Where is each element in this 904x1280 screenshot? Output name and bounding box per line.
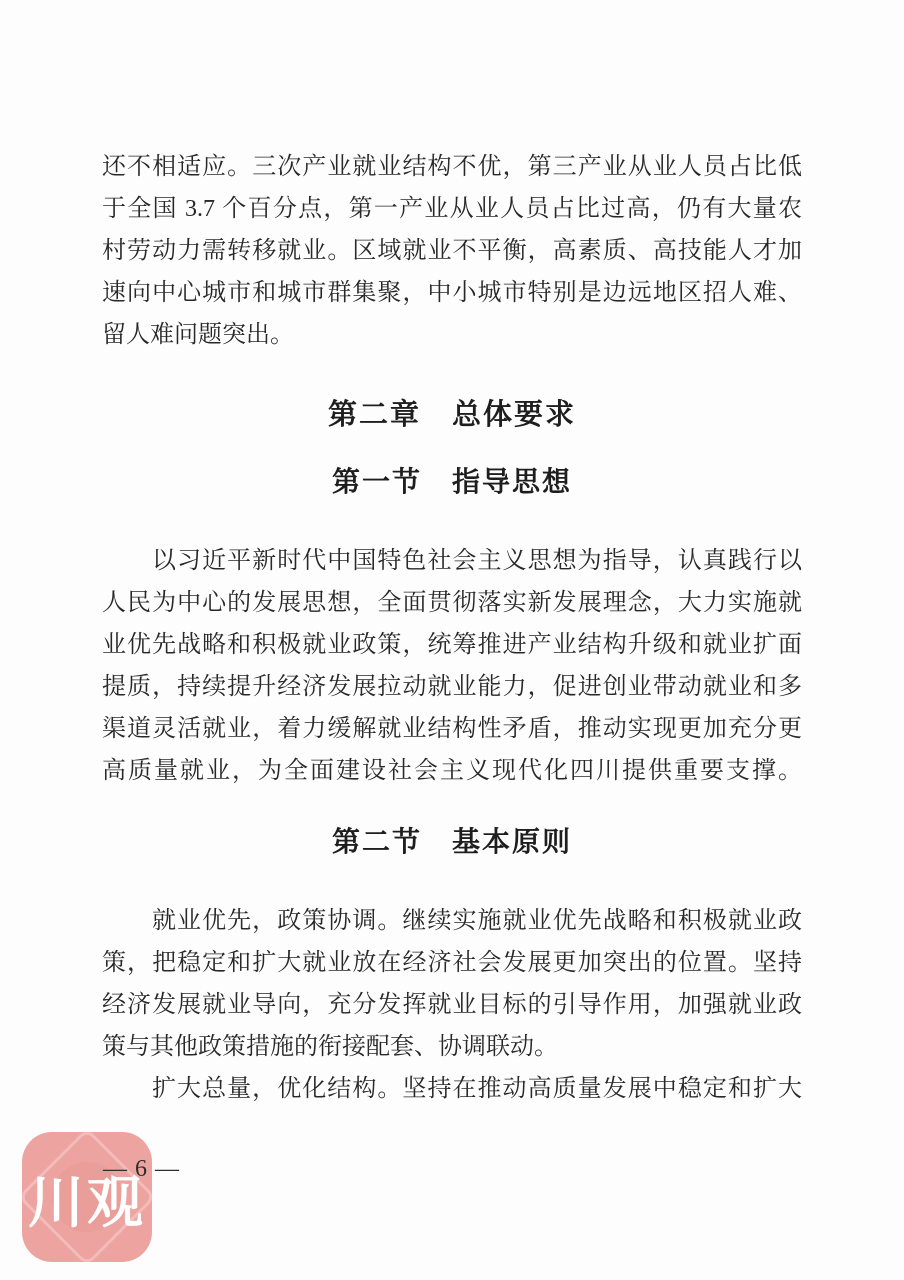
section-heading: 第一节 指导思想 [331,467,572,498]
section-heading: 第二节 基本原则 [331,827,572,858]
text-line: 速向中心城市和城市群集聚，中小城市特别是边远地区招人难、 [102,280,802,306]
text-line: 村劳动力需转移就业。区域就业不平衡，高素质、高技能人才加 [102,238,802,264]
text-line: 业优先战略和积极就业政策，统筹推进产业结构升级和就业扩面 [102,632,802,658]
text-line: 以习近平新时代中国特色社会主义思想为指导，认真践行以 [152,548,802,574]
paragraph [102,900,802,1068]
text-line: 人民为中心的发展思想，全面贯彻落实新发展理念，大力实施就 [102,590,802,616]
paragraph [102,146,802,356]
paragraph [102,540,802,792]
chapter-heading: 第二章 总体要求 [327,399,576,431]
document-body [102,146,802,1110]
text-line: 于全国 3.7 个百分点，第一产业从业人员占比过高，仍有大量农 [102,196,802,222]
paragraph [102,1068,802,1110]
text-line: 扩大总量，优化结构。坚持在推动高质量发展中稳定和扩大 [152,1076,802,1102]
text-line: 就业优先，政策协调。继续实施就业优先战略和积极就业政 [152,908,802,934]
text-line: 提质，持续提升经济发展拉动就业能力，促进创业带动就业和多 [102,674,802,700]
text-line: 还不相适应。三次产业就业结构不优，第三产业从业人员占比低 [102,154,802,180]
text-line: 留人难问题突出。 [102,322,294,348]
text-line: 高质量就业，为全面建设社会主义现代化四川提供重要支撑。 [102,758,802,784]
text-line: 策，把稳定和扩大就业放在经济社会发展更加突出的位置。坚持 [102,950,802,976]
watermark-text: 川观 [28,1173,146,1235]
page-number: — 6 — [103,1156,180,1182]
text-line: 策与其他政策措施的衔接配套、协调联动。 [102,1034,558,1060]
text-line: 经济发展就业导向，充分发挥就业目标的引导作用，加强就业政 [102,992,802,1018]
text-line: 渠道灵活就业，着力缓解就业结构性矛盾，推动实现更加充分更 [102,716,802,742]
